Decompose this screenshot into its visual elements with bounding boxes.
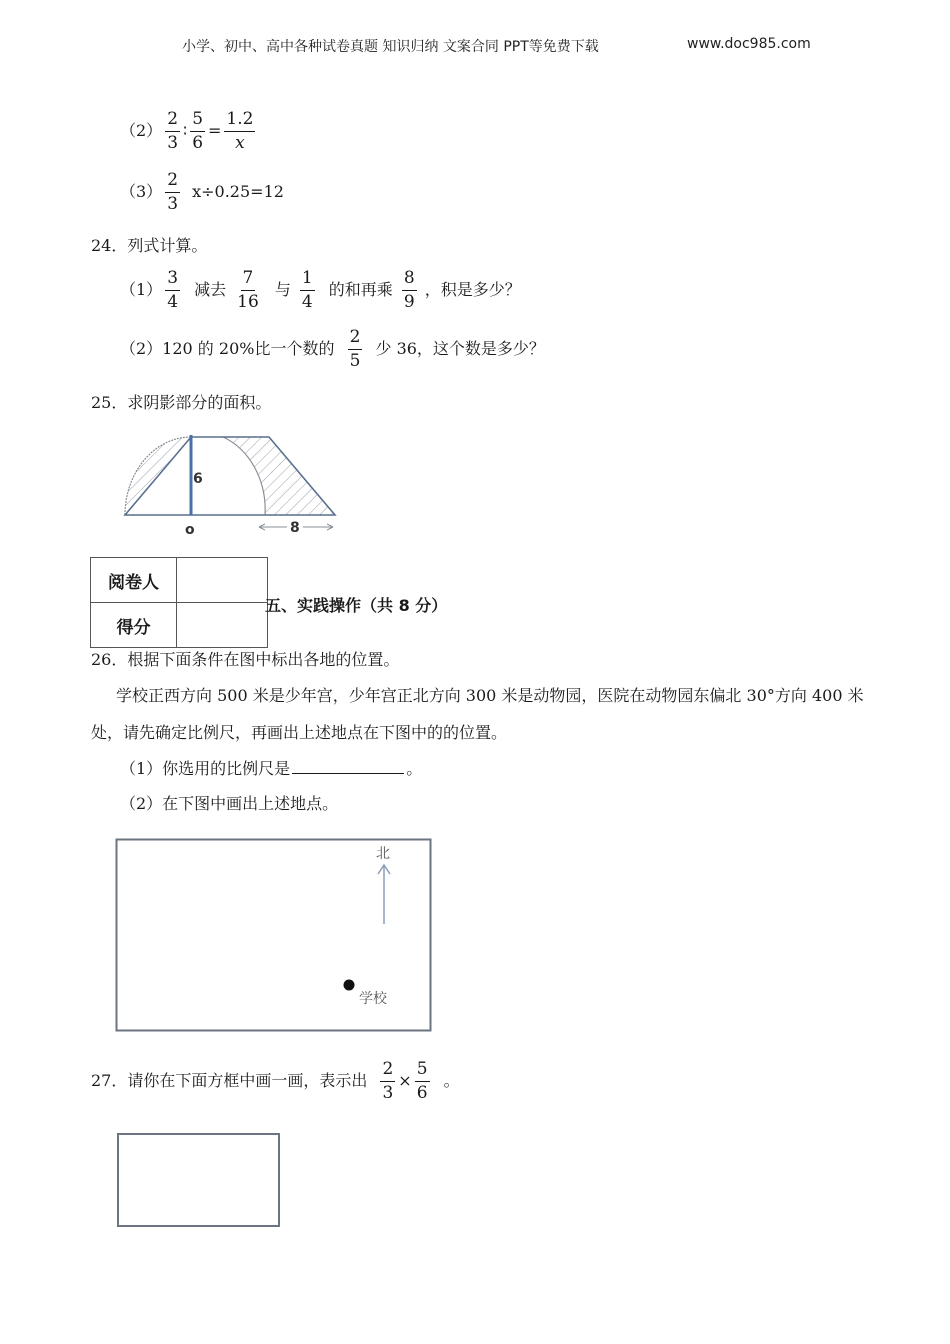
reviewer-cell[interactable]: [177, 558, 268, 603]
q24-part1-label: （1）: [120, 280, 163, 299]
q27-question: [91, 1061, 460, 1102]
q27-text: 27．请你在下面方框中画一画，表示出: [91, 1071, 368, 1090]
origin-label: o: [185, 522, 195, 538]
text-and: 与: [274, 280, 291, 299]
school-label: 学校: [359, 991, 387, 1007]
q26-title: 26．根据下面条件在图中标出各地的位置。: [91, 650, 400, 669]
q27-period: 。: [443, 1071, 460, 1090]
q23-part3: [120, 172, 284, 213]
text-subtract: 减去: [194, 280, 227, 299]
q24-part2: [120, 329, 545, 370]
fraction-seven-sixteenths: $\frac{7}{16}$: [237, 268, 259, 312]
header-site-link[interactable]: www.doc985.com: [687, 36, 811, 52]
fraction-two-thirds: $\frac{2}{3}$: [167, 109, 179, 153]
q26-part1: [120, 756, 422, 779]
q27-drawing-box[interactable]: [117, 1133, 280, 1227]
text-product-question: ，积是多少？: [424, 280, 521, 299]
q24-part1: [120, 270, 521, 311]
q26-part2: （2）在下图中画出上述地点。: [120, 794, 339, 813]
text-sum-times: 的和再乘: [328, 280, 393, 299]
q26-part1-period: 。: [406, 759, 423, 778]
fraction-five-sixths: $\frac{5}{6}$: [416, 1059, 428, 1103]
school-dot-icon: [344, 980, 355, 991]
fraction-two-thirds: $\frac{2}{3}$: [382, 1059, 394, 1103]
north-label: 北: [376, 846, 390, 862]
q24-title: 24．列式计算。: [91, 236, 208, 255]
shaded-area-figure: [115, 425, 355, 540]
equals-sign: =: [208, 121, 222, 140]
height-label: 6: [193, 471, 203, 487]
q26-description-line1: 学校正西方向 500 米是少年宫，少年宫正北方向 300 米是动物园，医院在动物园东偏北 30°方向 400 米: [116, 686, 864, 705]
fraction-two-thirds: $\frac{2}{3}$: [167, 170, 179, 214]
fraction-one-quarter: $\frac{1}{4}$: [301, 268, 313, 312]
fraction-three-quarters: $\frac{3}{4}$: [167, 268, 179, 312]
q26-description-line2: 处，请先确定比例尺，再画出上述地点在下图中的的位置。: [91, 723, 508, 742]
reviewer-label: 阅卷人: [91, 558, 177, 603]
q24-part2-post: 少 36，这个数是多少？: [375, 339, 545, 358]
fraction-five-sixths: $\frac{5}{6}$: [192, 109, 204, 153]
fraction-eight-ninths: $\frac{8}{9}$: [403, 268, 415, 312]
scale-answer-blank[interactable]: [292, 757, 404, 774]
fraction-two-fifths: $\frac{2}{5}$: [349, 327, 361, 371]
q23-part2-label: （2）: [120, 121, 163, 140]
q26-part1-text: （1）你选用的比例尺是: [120, 759, 291, 778]
q23-part3-label: （3）: [120, 182, 163, 201]
score-cell[interactable]: [177, 603, 268, 648]
score-table: [90, 557, 268, 648]
q24-part2-pre: （2）120 的 20%比一个数的: [120, 339, 335, 358]
header-title: 小学、初中、高中各种试卷真题 知识归纳 文案合同 PPT等免费下载: [182, 39, 599, 55]
q23-part3-equation: x÷0.25=12: [192, 182, 284, 201]
ratio-sign: ∶: [183, 121, 188, 140]
q25-title: 25．求阴影部分的面积。: [91, 393, 272, 412]
map-drawing-box[interactable]: [115, 838, 433, 1033]
score-label: 得分: [91, 603, 177, 648]
times-sign: ×: [398, 1071, 412, 1090]
fraction-1.2-over-x: $\frac{1.2}{x}$: [226, 109, 254, 153]
section5-title: 五、实践操作（共 8 分）: [265, 596, 448, 615]
q23-part2: [120, 111, 258, 152]
length-label: 8: [290, 520, 300, 536]
